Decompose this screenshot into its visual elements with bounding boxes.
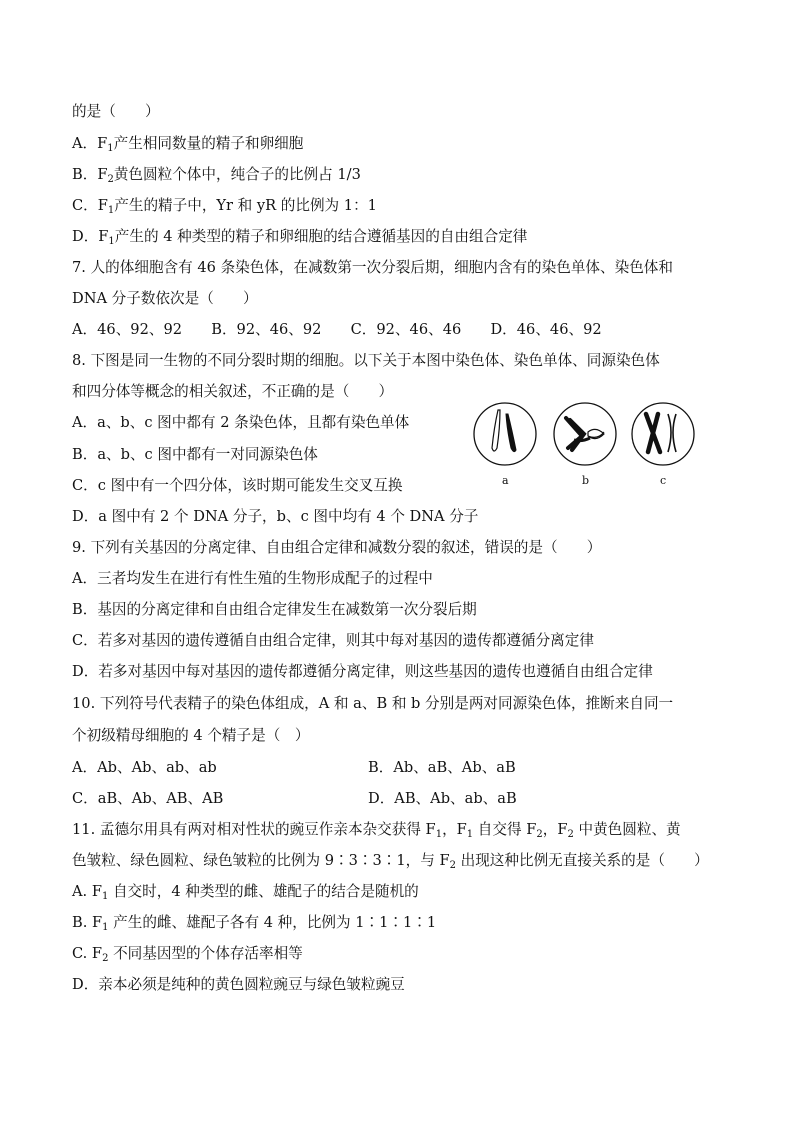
q6-option-a: A．$F_1$产生相同数量的精子和卵细胞 (72, 135, 304, 154)
q11-option-b: B. $F_1$ 产生的雌、雄配子各有 4 种，比例为 1∶1∶1∶1 (72, 914, 437, 933)
q11-option-d: D．亲本必须是纯种的黄色圆粒豌豆与绿色皱粒豌豆 (72, 976, 405, 993)
q11-stem-line2: 色皱粒、绿色圆粒、绿色皱粒的比例为 9∶3∶3∶1，与 $F_2$ 出现这种比例无直接关系的是（ ） (72, 852, 709, 871)
cell-division-figure (470, 396, 700, 496)
q9-stem: 9. 下列有关基因的分离定律、自由组合定律和减数分裂的叙述，错误的是（ ） (72, 539, 602, 556)
q7-options: A．46、92、92 B．92、46、92 C．92、46、46 D．46、46、92 (72, 321, 602, 338)
cell-b-label: b (582, 474, 590, 487)
q6-option-d: D．$F_1$产生的 4 种类型的精子和卵细胞的结合遵循基因的自由组合定律 (72, 228, 528, 247)
q11-stem-line1: 11. 孟德尔用具有两对相对性状的豌豆作亲本杂交获得 $F_1$，$F_1$ 自交得 $F_2$，$F_2$ 中黄色圆粒、黄 (72, 821, 681, 840)
q11-option-a: A. $F_1$ 自交时，4 种类型的雌、雄配子的结合是随机的 (72, 883, 419, 902)
q6-option-b: B．$F_2$黄色圆粒个体中，纯合子的比例占 1/3 (72, 166, 361, 185)
q10-option-b: B．Ab、aB、Ab、aB (368, 759, 516, 776)
q11-option-c: C. $F_2$ 不同基因型的个体存活率相等 (72, 945, 303, 964)
q9-option-b: B．基因的分离定律和自由组合定律发生在减数第一次分裂后期 (72, 601, 477, 618)
q6-option-c: C．$F_1$产生的精子中，Yr 和 yR 的比例为 1：1 (72, 197, 377, 216)
q7-stem-line1: 7. 人的体细胞含有 46 条染色体，在减数第一次分裂后期，细胞内含有的染色单体、染色体和 (72, 259, 673, 276)
q8-stem-line1: 8. 下图是同一生物的不同分裂时期的细胞。以下关于本图中染色体、染色单体、同源染色体 (72, 352, 660, 369)
q8-option-a: A．a、b、c 图中都有 2 条染色体，且都有染色单体 (72, 414, 410, 431)
cell-a-label: a (502, 474, 509, 487)
cell-a (474, 403, 536, 465)
q10-stem-line1: 10. 下列符号代表精子的染色体组成，A 和 a、B 和 b 分别是两对同源染色体，推断来自同一 (72, 695, 674, 712)
q8-option-b: B．a、b、c 图中都有一对同源染色体 (72, 446, 318, 463)
q8-option-d: D．a 图中有 2 个 DNA 分子，b、c 图中均有 4 个 DNA 分子 (72, 508, 479, 525)
cell-c (632, 403, 694, 465)
q7-stem-line2: DNA 分子数依次是（ ） (72, 290, 258, 307)
q10-stem-line2: 个初级精母细胞的 4 个精子是（ ） (72, 727, 310, 744)
q10-option-d: D．AB、Ab、ab、aB (368, 790, 517, 807)
q8-option-c: C．c 图中有一个四分体，该时期可能发生交叉互换 (72, 477, 403, 494)
q9-option-d: D．若多对基因中每对基因的遗传都遵循分离定律，则这些基因的遗传也遵循自由组合定律 (72, 663, 653, 680)
q10-option-c: C．aB、Ab、AB、AB (72, 790, 224, 807)
q9-option-c: C．若多对基因的遗传遵循自由组合定律，则其中每对基因的遗传都遵循分离定律 (72, 632, 594, 649)
q9-option-a: A．三者均发生在进行有性生殖的生物形成配子的过程中 (72, 570, 433, 587)
q6-stem-tail: 的是（ ） (72, 103, 160, 120)
cell-b (554, 403, 616, 465)
cell-c-label: c (660, 474, 667, 487)
q10-option-a: A．Ab、Ab、ab、ab (72, 759, 217, 776)
q8-stem-line2: 和四分体等概念的相关叙述，不正确的是（ ） (72, 383, 394, 400)
